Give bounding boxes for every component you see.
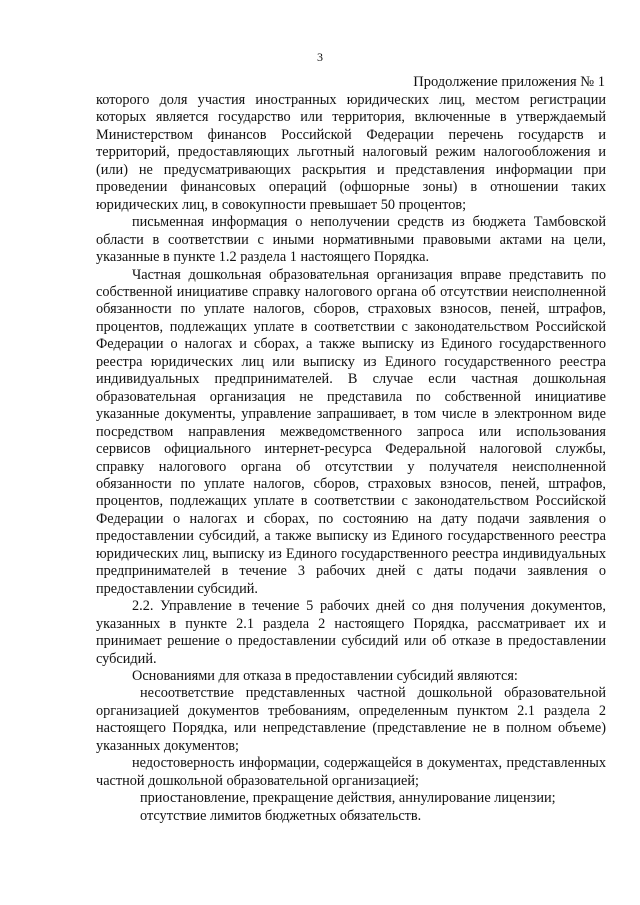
paragraph-tax-certificate: Частная дошкольная образовательная организация вправе представить по собственной инициативе справку налогового органа об отсутствии неисполненной обязанности по уплате налогов, сборов, страховых взносов, пеней, штрафов, процентов, подлежащих уплате в соответствии с законодательством Российской Федерации о налогах и сборах, а также выписку из Единого государственного реестра юридических лиц или выписку из Единого государственного реестра индивидуальных предпринимателей. В случае если частная дошкольная образовательная организация не представила по собственной инициативе указанные документы, управление запрашивает, в том числе в электронном виде посредством направления межведомственного запроса или использования сервисов официального интернет-ресурса Федеральной налоговой службы, справку налогового органа об отсутствии у получателя неисполненной обязанности по уплате налогов, сборов, страховых взносов, пеней, штрафов, процентов, подлежащих уплате в соответствии с законодательством Российской Федерации о налогах и сборах, по состоянию на дату подачи заявления о предоставлении субсидий, а также выписку из Единого государственного реестра юридических лиц, выписку из Единого государственного реестра индивидуальных предпринимателей в течение 3 рабочих дней с даты подачи заявления о предоставлении субсидий.: [96, 266, 606, 597]
appendix-continuation-header: Продолжение приложения № 1: [413, 74, 605, 90]
page-number: 3: [317, 50, 323, 64]
paragraph-offshore-share: которого доля участия иностранных юридических лиц, местом регистрации которых является государство или территория, включенные в утверждаемый Министерством финансов Российской Федерации перечень государств и территорий, предоставляющих льготный налоговый режим налогообложения и (или) не предусматривающих раскрытия и представления информации при проведении финансовых операций (офшорные зоны) в отношении таких юридических лиц, в совокупности превышает 50 процентов;: [96, 92, 606, 213]
list-item-document-mismatch: несоответствие представленных частной дошкольной образовательной организацией документов требованиям, определенным пунктом 2.1 раздела 2 настоящего Порядка, или непредставление (представление не в полном объеме) указанных документов;: [96, 685, 606, 754]
list-item-unreliable-information: недостоверность информации, содержащейся в документах, представленных частной дошкольной образовательной организацией;: [96, 755, 606, 789]
list-item-license-suspension: приостановление, прекращение действия, аннулирование лицензии;: [140, 790, 556, 807]
paragraph-refusal-grounds: Основаниями для отказа в предоставлении субсидий являются:: [132, 667, 518, 684]
paragraph-review-decision: 2.2. Управление в течение 5 рабочих дней со дня получения документов, указанных в пункте 2.1 раздела 2 настоящего Порядка, рассматривает их и принимает решение о предоставлении субсидий или об отказе в предоставлении субсидий.: [96, 598, 606, 667]
list-item-no-budget-limits: отсутствие лимитов бюджетных обязательств.: [140, 807, 422, 824]
paragraph-written-information: письменная информация о неполучении средств из бюджета Тамбовской области в соответствии с иными нормативными правовыми актами на цели, указанные в пункте 1.2 раздела 1 настоящего Порядка.: [96, 214, 606, 266]
document-body: [96, 92, 606, 825]
